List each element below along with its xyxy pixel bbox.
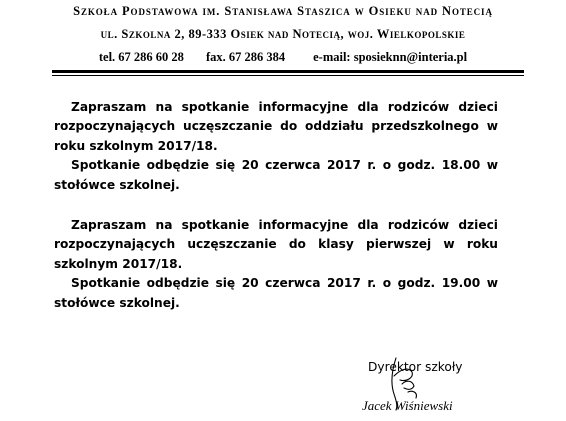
signature-block: [362, 360, 488, 420]
contact-line: [0, 50, 566, 65]
phone-number: tel. 67 286 60 28: [98, 50, 184, 64]
school-name: Szkoła Podstawowa im. Stanisława Staszica w Osieku nad Notecią: [73, 4, 493, 18]
fax-number: fax. 67 286 384: [205, 50, 286, 64]
announcement-first-grade: [54, 216, 498, 313]
signature-name: Jacek Wiśniewski: [362, 398, 453, 413]
announcement-first-grade-meeting: Spotkanie odbędzie się 20 czerwca 2017 r. o godz. 19.00 w stołówce szkolnej.: [54, 276, 498, 310]
letterhead-rule-thin: [52, 75, 524, 76]
letterhead-rule-thick: [52, 70, 524, 73]
email-address: e-mail: sposieknn@interia.pl: [313, 50, 468, 64]
announcement-preschool-invitation: Zapraszam na spotkanie informacyjne dla rodziców dzieci rozpoczynających uczęszczanie do oddziału przedszkolnego w roku szkolnym 2017/18.: [54, 100, 498, 153]
school-address: ul. Szkolna 2, 89-333 Osiek nad Notecią, woj. Wielkopolskie: [100, 27, 466, 41]
announcement-preschool: [54, 98, 498, 195]
announcement-first-grade-invitation: Zapraszam na spotkanie informacyjne dla rodziców dzieci rozpoczynających uczęszczanie do klasy pierwszej w roku szkolnym 2017/18.: [54, 218, 498, 271]
announcement-preschool-meeting: Spotkanie odbędzie się 20 czerwca 2017 r. o godz. 18.00 w stołówce szkolnej.: [54, 158, 498, 192]
signature-title: Dyrektor szkoły: [368, 360, 463, 374]
